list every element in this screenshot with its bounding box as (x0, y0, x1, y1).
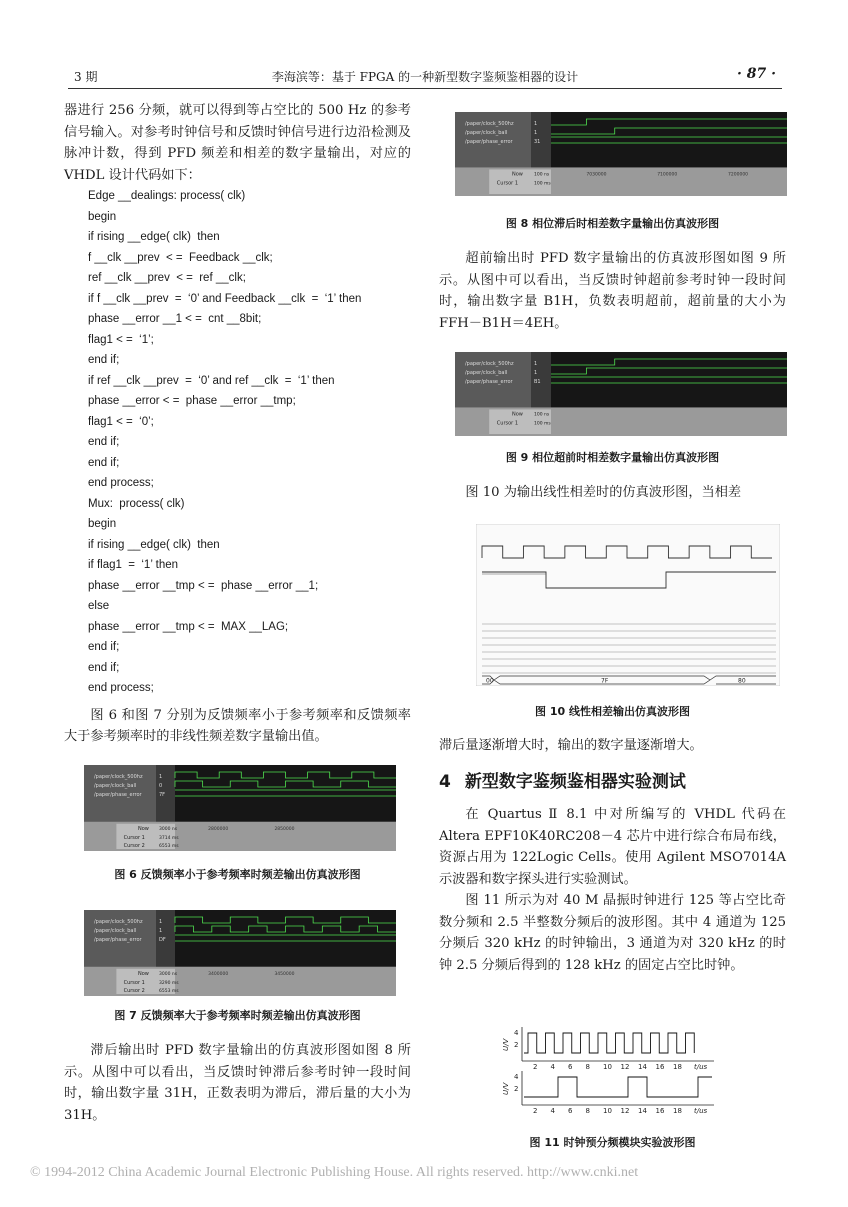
signal-name: /paper/clock_ball (94, 928, 137, 934)
figure-7 (84, 910, 396, 1000)
time-tick: 3450000 (274, 971, 295, 977)
intro-paragraph: 器进行 256 分频，就可以得到等占空比的 500 Hz 的参考信号输入。对参考时钟信号和反馈时钟信号进行边沿检测及脉冲计数，得到 PFD 频差和相差的数字量输出，对应的 VHDL 设计代码如下： (64, 103, 411, 183)
time-tick: 2850000 (274, 826, 295, 832)
bus-label: 00 (486, 677, 494, 685)
cursor1-value: 100 ms (534, 181, 551, 187)
code-line: phase __error __1 < = cnt __8bit; (88, 313, 262, 325)
signal-value: 1 (534, 370, 538, 376)
time-tick: 7030000 (586, 172, 607, 178)
time-tick: 7200000 (728, 172, 749, 178)
fig11-ytick: 2 (514, 1085, 519, 1093)
fig6-waveform (84, 765, 396, 851)
signal-value: 1 (534, 130, 538, 136)
code-line: flag1 < = ‘0’; (88, 415, 154, 428)
cursor1-label: Cursor 1 (496, 180, 519, 187)
fig11-xtick: 12 (620, 1107, 630, 1115)
signal-name: /paper/clock_ball (94, 783, 137, 789)
cursor2-value: 6553 ms (159, 988, 179, 994)
signal-name: /paper/clock_500hz (94, 919, 143, 925)
bus-label: 7F (601, 677, 609, 685)
code-line: phase __error __tmp < = MAX __LAG; (88, 620, 289, 633)
time-tick: 7100000 (657, 172, 678, 178)
signal-name: /paper/clock_500hz (465, 361, 514, 367)
signal-value: 1 (159, 928, 163, 934)
code-line: phase __error < = phase __error __tmp; (88, 395, 296, 407)
fig11-xtick: 14 (638, 1063, 647, 1071)
now-label: Now (512, 411, 523, 418)
now-label: Now (138, 825, 149, 832)
fig10-after: 滞后量逐渐增大时，输出的数字量逐渐增大。 (439, 738, 703, 753)
fig8-caption: 图 8 相位滞后时相差数字量输出仿真波形图 (505, 217, 720, 230)
code-line: Edge __dealings: process( clk) (88, 190, 246, 202)
now-label: Now (512, 171, 523, 178)
fig11-xunit: t/us (694, 1063, 708, 1071)
lead-paragraph: 超前输出时 PFD 数字量输出的仿真波形图如图 9 所示。从图中可以看出，当反馈时钟超前参考时钟一段时间时，输出数字量 B1H，负数表明超前，超前量的大小为 FFH－B1H＝4EH。 (439, 251, 786, 331)
signal-value: DF (159, 937, 166, 943)
fig10-caption: 图 10 线性相差输出仿真波形图 (535, 705, 690, 718)
page-number: · 87 · (737, 66, 776, 82)
left-column-top (64, 100, 411, 748)
copyright-footer: © 1994-2012 China Academic Journal Electronic Publishing House. All rights reserved. http://www.cnki.net (30, 1165, 639, 1180)
signal-name: /paper/clock_500hz (465, 121, 514, 127)
code-line: end process; (88, 682, 154, 694)
fig11-xtick: 12 (620, 1063, 630, 1071)
fig11-xtick: 16 (655, 1107, 665, 1115)
fig11-xtick: 2 (533, 1107, 538, 1115)
code-line: end if; (88, 661, 120, 674)
fig11-ytick: 4 (514, 1073, 519, 1081)
fig11-ylabel: U/V (502, 1038, 510, 1051)
code-line: f __clk __prev < = Feedback __clk; (88, 251, 273, 264)
code-line: if f __clk __prev = ‘0’ and Feedback __clk = ‘1’ then (88, 292, 362, 305)
signal-value: 1 (534, 361, 538, 367)
code-line: Mux: process( clk) (88, 497, 185, 510)
code-line: if flag1 = ‘1’ then (88, 559, 179, 571)
code-line: end process; (88, 477, 154, 489)
fig9-waveform (455, 352, 787, 436)
figure-8 (455, 112, 787, 200)
figure-6 (84, 765, 396, 855)
running-title: 李海滨等：基于 FPGA 的一种新型数字鉴频鉴相器的设计 (271, 70, 579, 84)
fig7-caption: 图 7 反馈频率大于参考频率时频差输出仿真波形图 (114, 1009, 361, 1022)
signal-name: /paper/phase_error (465, 139, 513, 145)
signal-value: B1 (534, 379, 541, 385)
section4-para1: 在 Quartus Ⅱ 8.1 中对所编写的 VHDL 代码在 Altera EPF10K40RC208－4 芯片中进行综合布局布线，资源占用为 122Logic Cells。使用 Agilent MSO7014A 示波器和数字探头进行实验测试。 (439, 807, 786, 887)
fig6-7-intro: 图 6 和图 7 分别为反馈频率小于参考频率和反馈频率大于参考频率时的非线性频差数字量输出值。 (64, 707, 411, 744)
time-tick: 3400000 (208, 971, 229, 977)
fig11-trace (524, 1033, 694, 1053)
section4-body (439, 804, 786, 976)
signal-name: /paper/phase_error (465, 379, 513, 385)
fig10-waveform (476, 524, 780, 686)
fig11-xunit: t/us (694, 1107, 708, 1115)
code-line: end if; (88, 354, 120, 366)
cursor1-value: 3290 ms (159, 980, 179, 986)
fig11-ylabel: U/V (502, 1082, 510, 1095)
fig11-xtick: 8 (585, 1107, 590, 1115)
time-tick: 2800000 (208, 826, 229, 832)
signal-name: /paper/clock_ball (465, 370, 508, 376)
code-line: flag1 < = ‘1’; (88, 333, 154, 346)
cursor1-label: Cursor 1 (123, 979, 145, 986)
fig11-ytick: 4 (514, 1029, 519, 1037)
section-number: 4 (439, 772, 451, 792)
signal-name: /paper/clock_ball (465, 130, 508, 136)
section-heading (439, 767, 700, 792)
fig10-after-block (439, 735, 786, 757)
fig11-ytick: 2 (514, 1041, 519, 1049)
header-rule (68, 88, 782, 89)
fig11-xtick: 2 (533, 1063, 538, 1071)
section-title: 新型数字鉴频鉴相器实验测试 (464, 772, 686, 792)
code-line: phase __error __tmp < = phase __error __1; (88, 579, 319, 592)
now-value: 3000 ns (159, 971, 178, 977)
code-line: ref __clk __prev < = ref __clk; (88, 272, 246, 284)
code-line: end if; (88, 641, 120, 653)
cursor1-value: 3714 ms (159, 835, 179, 841)
code-line: begin (88, 210, 117, 223)
fig10-frame (476, 524, 780, 686)
cursor2-label: Cursor 2 (123, 842, 145, 849)
code-line: if rising __edge( clk) then (88, 538, 220, 551)
running-header (68, 66, 782, 88)
lag-paragraph: 滞后输出时 PFD 数字量输出的仿真波形图如图 8 所示。从图中可以看出，当反馈时钟滞后参考时钟一段时间时，输出数字量 31H，正数表明为滞后，滞后量的大小为 31H。 (64, 1043, 411, 1123)
fig10-intro-block (439, 482, 786, 504)
fig11-xtick: 4 (550, 1107, 555, 1115)
signal-value: 1 (534, 121, 538, 127)
code-line: end if; (88, 456, 120, 469)
fig11-xtick: 6 (568, 1107, 573, 1115)
fig11-xtick: 14 (638, 1107, 647, 1115)
signal-value: 1 (159, 774, 163, 780)
cursor1-value: 100 ms (534, 421, 551, 427)
signal-name: /paper/clock_500hz (94, 774, 143, 780)
fig11-xtick: 18 (673, 1063, 682, 1071)
fig8-waveform (455, 112, 787, 196)
fig7-waveform (84, 910, 396, 996)
fig6-caption: 图 6 反馈频率小于参考频率时频差输出仿真波形图 (114, 868, 361, 881)
bus-label: 80 (738, 677, 746, 685)
fig10-intro: 图 10 为输出线性相差时的仿真波形图，当相差 (465, 485, 742, 500)
fig11-xtick: 10 (603, 1107, 612, 1115)
now-value: 100 ns (534, 172, 550, 178)
wave-pane (551, 352, 787, 407)
code-line: end if; (88, 436, 120, 448)
figure-10 (476, 524, 780, 690)
issue-number: 3 期 (74, 70, 98, 84)
fig11-xtick: 10 (603, 1063, 612, 1071)
code-line: if ref __clk __prev = ‘0’ and ref __clk = ‘1’ then (88, 374, 335, 387)
fig11-xtick: 16 (655, 1063, 665, 1071)
now-label: Now (138, 970, 149, 977)
signal-value: 31 (534, 139, 541, 145)
now-value: 100 ns (534, 412, 550, 418)
now-value: 3000 ns (159, 826, 178, 832)
section4-para2: 图 11 所示为对 40 M 晶振时钟进行 125 等占空比奇数分频和 2.5 半整数分频后的波形图。其中 4 通道为 125 分频后 320 kHz 的时钟输出，3 通道为对 320 kHz 的时钟 2.5 分频后得到的 128 kHz 的固定占空比时钟。 (439, 893, 786, 973)
signal-value: 7F (159, 792, 166, 798)
fig11-xtick: 8 (585, 1063, 590, 1071)
signal-value: 1 (159, 919, 163, 925)
cursor1-label: Cursor 1 (123, 834, 145, 841)
fig11-waveform (496, 1025, 722, 1120)
signal-name: /paper/phase_error (94, 792, 142, 798)
fig11-xtick: 6 (568, 1063, 573, 1071)
figure-9 (455, 352, 787, 440)
code-line: begin (88, 518, 117, 530)
lead-text-block (439, 248, 786, 334)
fig11-xtick: 4 (550, 1063, 555, 1071)
fig11-trace (524, 1077, 712, 1097)
fig11-xtick: 18 (673, 1107, 682, 1115)
code-line: else (88, 600, 110, 612)
code-line: if rising __edge( clk) then (88, 231, 220, 243)
cursor1-label: Cursor 1 (496, 420, 519, 427)
fig9-caption: 图 9 相位超前时相差数字量输出仿真波形图 (505, 451, 720, 464)
signal-value: 0 (159, 783, 163, 789)
figure-11 (496, 1025, 722, 1124)
signal-name: /paper/phase_error (94, 937, 142, 943)
cursor2-label: Cursor 2 (123, 987, 145, 994)
fig11-caption: 图 11 时钟预分频模块实验波形图 (529, 1136, 696, 1149)
left-column-bottom (64, 1040, 411, 1126)
vhdl-code-block (64, 186, 411, 699)
cursor2-value: 6553 ms (159, 843, 179, 849)
